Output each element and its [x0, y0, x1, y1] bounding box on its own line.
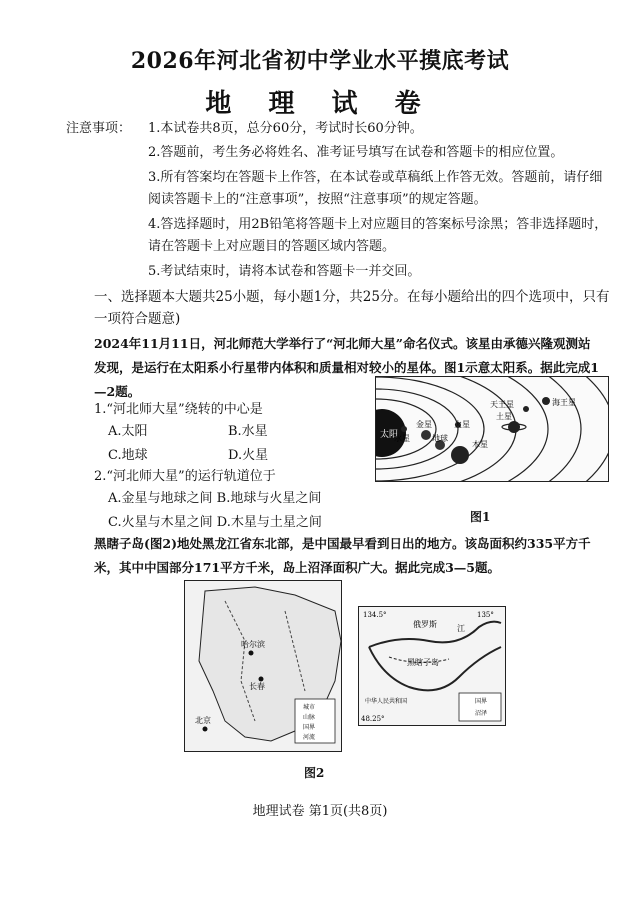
note-item-4: 4.答选择题时，用2B铅笔将答题卡上对应题目的答案标号涂黑；答非选择题时，请在答题卡上对应题目的答题区域内答题。 — [148, 217, 608, 254]
figure-2-regional-map — [184, 580, 342, 752]
russia-label: 俄罗斯 — [413, 620, 437, 629]
jupiter-label: 木星 — [472, 440, 488, 449]
harbin-label: 哈尔滨 — [241, 640, 265, 649]
figure-2-caption: 图2 — [304, 766, 325, 780]
q1-option-b: B.水星 — [228, 424, 268, 439]
neptune-label: 海王星 — [552, 398, 576, 407]
passage-2: 黑瞎子岛(图2)地处黑龙江省东北部，是中国最早看到日出的地方。该岛面积约335平方千米，其中中国部分171平方千米，岛上沼泽面积广大。据此完成3—5题。 — [94, 536, 591, 575]
venus-label: 金星 — [416, 420, 432, 429]
mercury-label: 水星 — [394, 434, 410, 443]
sun-label: 太阳 — [380, 430, 399, 440]
question-1-options — [108, 420, 348, 468]
changchun-label: 长春 — [249, 682, 265, 691]
q1-option-d: D.火星 — [228, 448, 269, 463]
q2-option-b: B.地球与火星之间 — [216, 491, 322, 506]
passage-1: 2024年11月11日，河北师范大学举行了“河北师大星”命名仪式。该星由承德兴隆观测站发现，是运行在太阳系小行星带内体积和质量相对较小的星体。图1示意太阳系。据此完成1—2题。 — [94, 336, 599, 399]
question-2-stem: 2.“河北师大星”的运行轨道位于 — [94, 469, 276, 484]
question-2-options — [108, 487, 322, 535]
exam-title: 2026年河北省初中学业水平摸底考试 — [130, 48, 510, 74]
q1-option-a: A.太阳 — [108, 424, 148, 439]
figure-1-caption: 图1 — [470, 510, 491, 524]
legend-mountain: 山脉 — [303, 714, 316, 721]
page-footer: 地理试卷 第1页(共8页) — [252, 804, 388, 819]
saturn-label: 土星 — [496, 412, 512, 421]
note-item-2: 2.答题前，考生务必将姓名、准考证号填写在试卷和答题卡的相应位置。 — [148, 145, 564, 160]
figure-2-island-inset — [358, 606, 506, 726]
beijing-label: 北京 — [195, 716, 211, 725]
earth-label: 地球 — [432, 434, 448, 443]
exam-subject: 地 理 试 卷 — [205, 89, 435, 119]
q1-option-c: C.地球 — [108, 448, 148, 463]
island-label: 黑瞎子岛 — [407, 658, 439, 667]
question-1-stem: 1.“河北师大星”绕转的中心是 — [94, 402, 263, 417]
river-label: 江 — [457, 624, 465, 633]
legend-river: 河流 — [303, 734, 316, 741]
note-item-3: 3.所有答案均在答题卡上作答，在本试卷或草稿纸上作答无效。答题前，请仔细阅读答题卡上的“注意事项”，按照“注意事项”的规定答题。 — [148, 170, 603, 207]
legend-city: 城市 — [303, 704, 316, 711]
uranus-label: 天王星 — [490, 400, 514, 409]
figure-1-solar-system — [375, 376, 609, 482]
china-label: 中华人民共和国 — [365, 698, 408, 705]
q2-option-d: D.木星与土星之间 — [216, 515, 322, 530]
lon-left-label: 134.5° — [363, 611, 387, 619]
legend-swamp: 沼泽 — [475, 710, 488, 717]
lat-label: 48.25° — [361, 715, 385, 723]
q2-option-a: A.金星与地球之间 — [108, 491, 213, 506]
section-heading: 一、选择题本大题共25小题，每小题1分，共25分。在每小题给出的四个选项中，只有一项符合题意) — [94, 289, 610, 327]
lon-right-label: 135° — [477, 611, 494, 619]
notes-heading: 注意事项： — [66, 121, 132, 136]
legend-border-right: 国界 — [475, 698, 488, 705]
mars-label: 火星 — [454, 420, 470, 429]
note-item-5: 5.考试结束时，请将本试卷和答题卡一并交回。 — [148, 264, 421, 279]
note-item-1: 1.本试卷共8页，总分60分，考试时长60分钟。 — [148, 121, 423, 136]
legend-border: 国界 — [303, 724, 316, 731]
q2-option-c: C.火星与木星之间 — [108, 515, 213, 530]
